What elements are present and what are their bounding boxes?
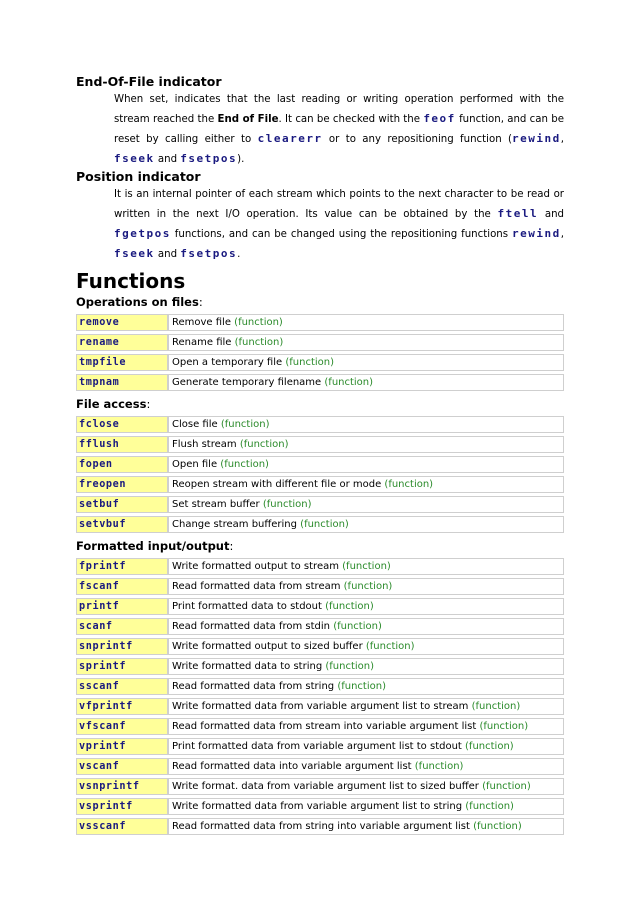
function-name-link[interactable]: tmpfile xyxy=(76,354,168,371)
function-name-link[interactable]: sprintf xyxy=(76,658,168,675)
function-description xyxy=(168,718,564,735)
function-description xyxy=(168,818,564,835)
function-description xyxy=(168,436,564,453)
function-description xyxy=(168,374,564,391)
function-description xyxy=(168,658,564,675)
definition-term: Position indicator xyxy=(76,169,201,184)
description-text: Write formatted data from variable argument list to stream xyxy=(172,701,472,712)
description-text: Generate temporary filename xyxy=(172,377,325,388)
table-row xyxy=(76,598,564,615)
function-description xyxy=(168,618,564,635)
description-text: Flush stream xyxy=(172,439,240,450)
function-description xyxy=(168,496,564,513)
text-span: It is an internal pointer of each stream which points to the next character to be read or written in the next I/O operation. Its value can be obtained by the xyxy=(114,189,564,220)
group-title-colon: : xyxy=(198,295,203,309)
description-text: Print formatted data from variable argument list to stdout xyxy=(172,741,466,752)
description-text: Remove file xyxy=(172,317,235,328)
description-text: Rename file xyxy=(172,337,235,348)
table-row xyxy=(76,818,564,835)
description-text: Write formatted output to stream xyxy=(172,561,343,572)
function-name-link[interactable]: vscanf xyxy=(76,758,168,775)
function-description xyxy=(168,778,564,795)
code-link[interactable]: clearerr xyxy=(257,132,323,145)
function-name-link[interactable]: sscanf xyxy=(76,678,168,695)
function-type-label: (function) xyxy=(220,419,270,430)
definitions-list xyxy=(76,74,564,264)
function-name-link[interactable]: setvbuf xyxy=(76,516,168,533)
function-type-label: (function) xyxy=(465,801,514,812)
function-name-link[interactable]: fopen xyxy=(76,456,168,473)
code-link[interactable]: fsetpos xyxy=(180,247,238,260)
definition-text xyxy=(114,185,564,264)
group-title xyxy=(76,397,564,411)
table-row xyxy=(76,516,564,533)
description-text: Write formatted output to sized buffer xyxy=(172,641,366,652)
code-link[interactable]: rewind xyxy=(512,132,561,145)
code-link[interactable]: fgetpos xyxy=(114,227,171,240)
text-span: When set, indicates that the last reading or writing operation performed with the stream reached the xyxy=(114,94,564,125)
function-description xyxy=(168,798,564,815)
function-name-link[interactable]: vsprintf xyxy=(76,798,168,815)
function-description xyxy=(168,598,564,615)
function-name-link[interactable]: vsnprintf xyxy=(76,778,168,795)
function-type-label: (function) xyxy=(482,781,531,792)
group-title xyxy=(76,539,564,553)
table-row xyxy=(76,476,564,493)
table-row xyxy=(76,718,564,735)
table-row xyxy=(76,618,564,635)
group-title xyxy=(76,295,564,309)
table-row xyxy=(76,436,564,453)
function-name-link[interactable]: setbuf xyxy=(76,496,168,513)
table-row xyxy=(76,354,564,371)
function-description xyxy=(168,678,564,695)
function-type-label: (function) xyxy=(333,621,382,632)
description-text: Read formatted data from stdin xyxy=(172,621,334,632)
function-groups xyxy=(76,295,564,838)
text-span: . xyxy=(237,249,241,260)
function-name-link[interactable]: fscanf xyxy=(76,578,168,595)
table-row xyxy=(76,638,564,655)
function-type-label: (function) xyxy=(324,377,374,388)
table-row xyxy=(76,798,564,815)
text-span: ). xyxy=(237,154,245,165)
description-text: Set stream buffer xyxy=(172,499,263,510)
description-text: Read formatted data into variable argument list xyxy=(172,761,415,772)
description-text: Read formatted data from stream into variable argument list xyxy=(172,721,480,732)
function-description xyxy=(168,516,564,533)
function-name-link[interactable]: vfscanf xyxy=(76,718,168,735)
bold-text: End of File xyxy=(217,114,279,125)
function-name-link[interactable]: rename xyxy=(76,334,168,351)
function-description xyxy=(168,476,564,493)
function-description xyxy=(168,314,564,331)
table-row xyxy=(76,334,564,351)
group-title-text: Formatted input/output xyxy=(76,539,230,553)
function-name-link[interactable]: fclose xyxy=(76,416,168,433)
description-text: Read formatted data from string xyxy=(172,681,338,692)
function-description xyxy=(168,758,564,775)
table-row xyxy=(76,758,564,775)
function-description xyxy=(168,456,564,473)
function-type-label: (function) xyxy=(384,479,434,490)
text-span: , xyxy=(560,229,564,240)
function-name-link[interactable]: remove xyxy=(76,314,168,331)
function-name-link[interactable]: fflush xyxy=(76,436,168,453)
function-name-link[interactable]: vprintf xyxy=(76,738,168,755)
description-text: Write formatted data from variable argument list to string xyxy=(172,801,466,812)
code-link[interactable]: fsetpos xyxy=(180,152,238,165)
function-description xyxy=(168,558,564,575)
function-name-link[interactable]: printf xyxy=(76,598,168,615)
table-row xyxy=(76,416,564,433)
definition-text xyxy=(114,90,564,169)
function-description xyxy=(168,354,564,371)
group-title-colon: : xyxy=(229,539,234,553)
description-text: Reopen stream with different file or mode xyxy=(172,479,385,490)
text-span: function, and can be reset by calling either to xyxy=(114,114,564,145)
function-type-label: (function) xyxy=(342,561,391,572)
text-span: . It can be checked with the xyxy=(278,114,424,125)
description-text: Close file xyxy=(172,419,221,430)
description-text: Write format. data from variable argument list to sized buffer xyxy=(172,781,483,792)
function-name-link[interactable]: snprintf xyxy=(76,638,168,655)
table-row xyxy=(76,678,564,695)
function-type-label: (function) xyxy=(325,661,375,672)
function-type-label: (function) xyxy=(365,641,415,652)
description-text: Print formatted data to stdout xyxy=(172,601,326,612)
function-type-label: (function) xyxy=(300,519,349,530)
function-type-label: (function) xyxy=(234,317,283,328)
group-title-text: File access xyxy=(76,397,147,411)
function-type-label: (function) xyxy=(473,821,522,832)
function-description xyxy=(168,334,564,351)
function-description xyxy=(168,698,564,715)
text-span: or to any repositioning function ( xyxy=(322,134,512,145)
text-span: functions, and can be changed using the repositioning functions xyxy=(170,229,512,240)
functions-heading: Functions xyxy=(76,269,186,293)
function-type-label: (function) xyxy=(325,601,374,612)
text-span: and xyxy=(538,209,565,220)
function-description xyxy=(168,578,564,595)
function-type-label: (function) xyxy=(479,721,529,732)
function-type-label: (function) xyxy=(471,701,521,712)
group-title-colon: : xyxy=(146,397,151,411)
description-text: Open a temporary file xyxy=(172,357,286,368)
function-name-link[interactable]: scanf xyxy=(76,618,168,635)
function-table xyxy=(76,555,564,838)
code-link[interactable]: fseek xyxy=(114,247,155,260)
text-span: and xyxy=(154,249,181,260)
function-type-label: (function) xyxy=(285,357,334,368)
function-type-label: (function) xyxy=(414,761,464,772)
group-title-text: Operations on files xyxy=(76,295,199,309)
code-link[interactable]: fseek xyxy=(114,152,155,165)
table-row xyxy=(76,778,564,795)
document-page xyxy=(76,74,564,838)
table-row xyxy=(76,314,564,331)
description-text: Read formatted data from string into variable argument list xyxy=(172,821,474,832)
function-description xyxy=(168,738,564,755)
description-text: Open file xyxy=(172,459,221,470)
function-type-label: (function) xyxy=(343,581,393,592)
function-description xyxy=(168,416,564,433)
description-text: Change stream buffering xyxy=(172,519,301,530)
definition-term: End-Of-File indicator xyxy=(76,74,222,89)
function-description xyxy=(168,638,564,655)
text-span: and xyxy=(154,154,181,165)
text-span: , xyxy=(560,134,564,145)
code-link[interactable]: rewind xyxy=(512,227,561,240)
code-link[interactable]: ftell xyxy=(497,207,539,220)
function-type-label: (function) xyxy=(262,499,312,510)
function-type-label: (function) xyxy=(220,459,269,470)
function-name-link[interactable]: tmpnam xyxy=(76,374,168,391)
description-text: Read formatted data from stream xyxy=(172,581,344,592)
function-name-link[interactable]: vfprintf xyxy=(76,698,168,715)
function-name-link[interactable]: freopen xyxy=(76,476,168,493)
table-row xyxy=(76,496,564,513)
description-text: Write formatted data to string xyxy=(172,661,326,672)
function-type-label: (function) xyxy=(337,681,386,692)
table-row xyxy=(76,558,564,575)
function-name-link[interactable]: fprintf xyxy=(76,558,168,575)
table-row xyxy=(76,578,564,595)
function-type-label: (function) xyxy=(239,439,289,450)
table-row xyxy=(76,698,564,715)
table-row xyxy=(76,738,564,755)
table-row xyxy=(76,658,564,675)
function-type-label: (function) xyxy=(465,741,514,752)
function-name-link[interactable]: vsscanf xyxy=(76,818,168,835)
code-link[interactable]: feof xyxy=(423,112,456,125)
function-table xyxy=(76,311,564,394)
function-type-label: (function) xyxy=(234,337,284,348)
table-row xyxy=(76,456,564,473)
function-table xyxy=(76,413,564,536)
table-row xyxy=(76,374,564,391)
